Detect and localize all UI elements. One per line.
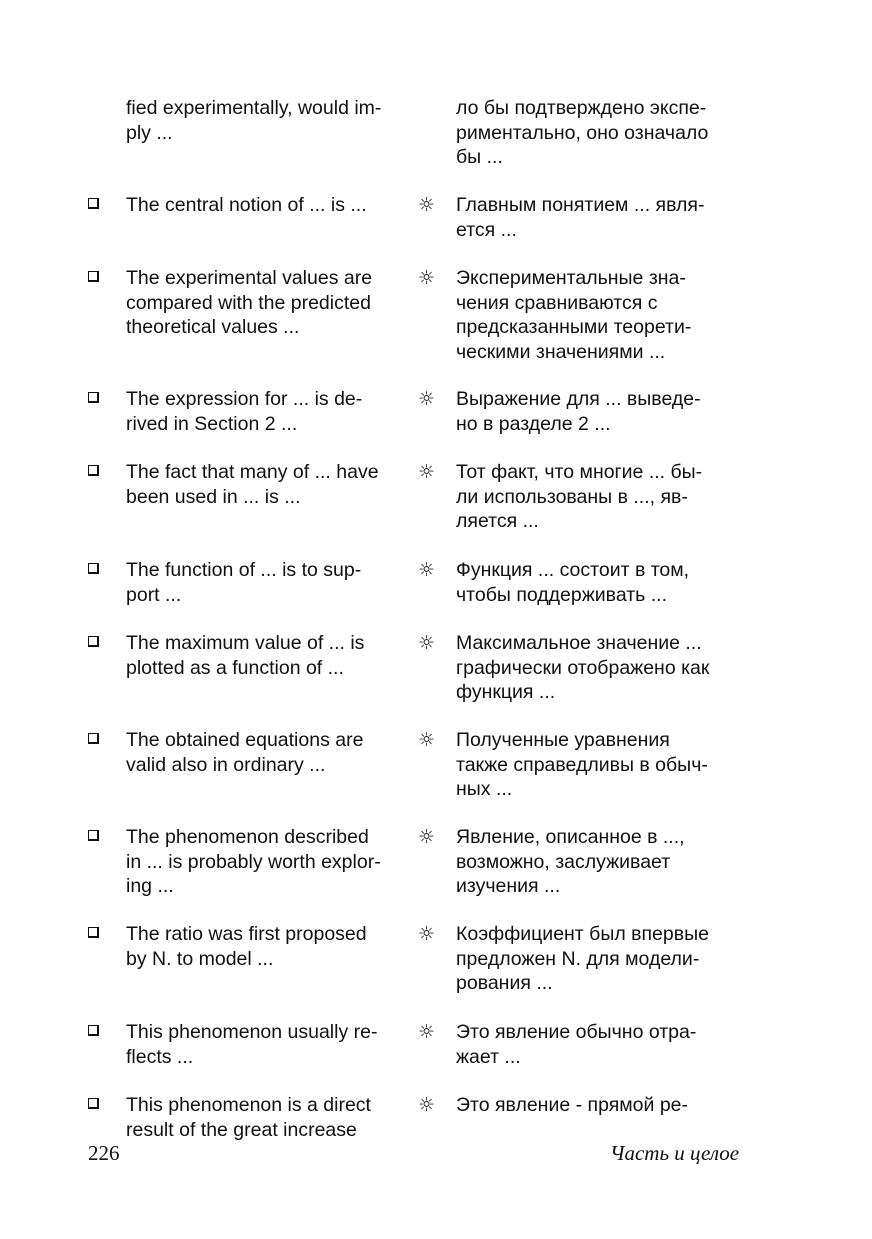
checkbox-bullet-icon xyxy=(88,636,99,647)
sun-icon: ☼ xyxy=(418,194,436,216)
russian-translation: Максимальное значение ... графически отображено как функция ... xyxy=(456,632,710,703)
english-phrase: The obtained equations are valid also in ordinary ... xyxy=(126,729,364,776)
sun-icon: ☼ xyxy=(418,826,436,848)
sun-icon: ☼ xyxy=(418,1094,436,1116)
checkbox-bullet-icon xyxy=(88,1025,99,1036)
russian-translation: Это явление - прямой ре- xyxy=(456,1094,689,1116)
english-phrase: The central notion of ... is ... xyxy=(126,194,367,216)
english-phrase: The ratio was first proposed by N. to model ... xyxy=(126,923,367,970)
sun-icon: ☼ xyxy=(418,923,436,945)
english-phrase: The fact that many of ... have been used in ... is ... xyxy=(126,461,379,508)
checkbox-bullet-icon xyxy=(88,392,99,403)
russian-translation: Тот факт, что многие ... бы- ли использованы в ..., яв- ляется ... xyxy=(456,461,703,532)
english-phrase: fied experimentally, would im- ply ... xyxy=(126,97,382,144)
english-phrase: The phenomenon described in ... is probably worth explor- ing ... xyxy=(126,826,381,897)
running-footer-title: Часть и целое xyxy=(610,1141,740,1165)
checkbox-bullet-icon xyxy=(88,733,99,744)
russian-translation: Полученные уравнения также справедливы в обыч- ных ... xyxy=(456,729,708,800)
russian-translation: ло бы подтверждено экспе- риментально, оно означало бы ... xyxy=(456,97,709,168)
checkbox-bullet-icon xyxy=(88,927,99,938)
sun-icon: ☼ xyxy=(418,729,436,751)
checkbox-bullet-icon xyxy=(88,563,99,574)
english-phrase: The experimental values are compared with the predicted theoretical values ... xyxy=(126,267,373,338)
english-phrase: This phenomenon usually re- flects ... xyxy=(126,1021,378,1068)
english-phrase: The maximum value of ... is plotted as a function of ... xyxy=(126,632,365,679)
russian-translation: Главным понятием ... явля- ется ... xyxy=(456,194,705,241)
checkbox-bullet-icon xyxy=(88,830,99,841)
checkbox-bullet-icon xyxy=(88,271,99,282)
checkbox-bullet-icon xyxy=(88,465,99,476)
sun-icon: ☼ xyxy=(418,267,436,289)
russian-translation: Это явление обычно отра- жает ... xyxy=(456,1021,697,1068)
russian-translation: Выражение для ... выведе- но в разделе 2 ... xyxy=(456,388,701,435)
sun-icon: ☼ xyxy=(418,632,436,654)
page-number: 226 xyxy=(88,1141,120,1165)
russian-translation: Явление, описанное в ..., возможно, заслуживает изучения ... xyxy=(456,826,685,897)
russian-translation: Функция ... состоит в том, чтобы поддерживать ... xyxy=(456,559,690,606)
english-phrase: This phenomenon is a direct result of the great increase xyxy=(126,1094,371,1141)
sun-icon: ☼ xyxy=(418,1021,436,1043)
english-phrase: The function of ... is to sup- port ... xyxy=(126,559,362,606)
sun-icon: ☼ xyxy=(418,461,436,483)
russian-translation: Экспериментальные зна- чения сравниваются с предсказанными теорети- ческими значениями ... xyxy=(456,267,692,363)
english-phrase: The expression for ... is de- rived in Section 2 ... xyxy=(126,388,363,435)
russian-translation: Коэффициент был впервые предложен N. для модели- рования ... xyxy=(456,923,709,994)
checkbox-bullet-icon xyxy=(88,1098,99,1109)
sun-icon: ☼ xyxy=(418,559,436,581)
checkbox-bullet-icon xyxy=(88,198,99,209)
sun-icon: ☼ xyxy=(418,388,436,410)
